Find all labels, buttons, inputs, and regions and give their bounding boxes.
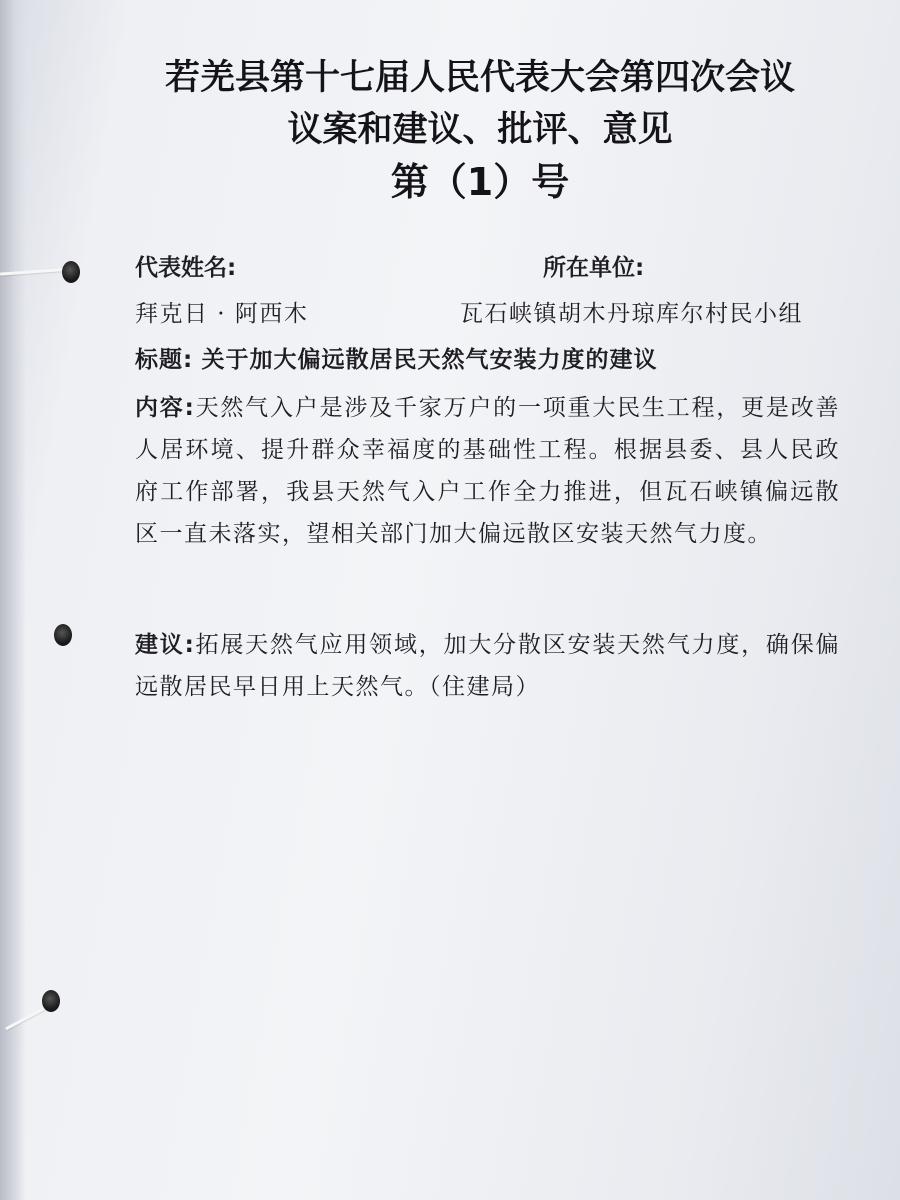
subject-value: 关于加大偏远散居民天然气安装力度的建议: [201, 347, 658, 373]
unit-label: 所在单位:: [543, 255, 645, 281]
suggestion-label: 建议:: [135, 632, 196, 658]
unit-value: 瓦石峡镇胡木丹琼库尔村民小组: [460, 301, 803, 327]
document-number: 第（1）号: [390, 160, 570, 204]
representative-name: 拜克日 · 阿西木: [135, 301, 309, 327]
title-line-1: 若羌县第十七届人民代表大会第四次会议: [164, 58, 795, 98]
punch-hole: [54, 624, 72, 646]
content-value: 天然气入户是涉及千家万户的一项重大民生工程，更是改善人居环境、提升群众幸福度的基础性工程。根据县委、县人民政府工作部署，我县天然气入户工作全力推进，但瓦石峡镇偏远散区一直未落实，望相关部门加大偏远散区安装天然气力度。: [135, 395, 841, 547]
subject-row: [135, 344, 658, 376]
punch-hole: [42, 990, 60, 1012]
representative-label: 代表姓名:: [135, 255, 237, 281]
title-line-2: 议案和建议、批评、意见: [287, 110, 673, 150]
punch-hole: [62, 261, 80, 283]
document-title: [0, 52, 900, 208]
suggestion-value: 拓展天然气应用领域，加大分散区安装天然气力度，确保偏远散居民早日用上天然气。（住建局）: [135, 632, 841, 700]
content-label: 内容:: [135, 395, 196, 421]
content-paragraph: [135, 387, 840, 555]
suggestion-paragraph: [135, 624, 840, 708]
subject-label: 标题:: [135, 347, 194, 373]
